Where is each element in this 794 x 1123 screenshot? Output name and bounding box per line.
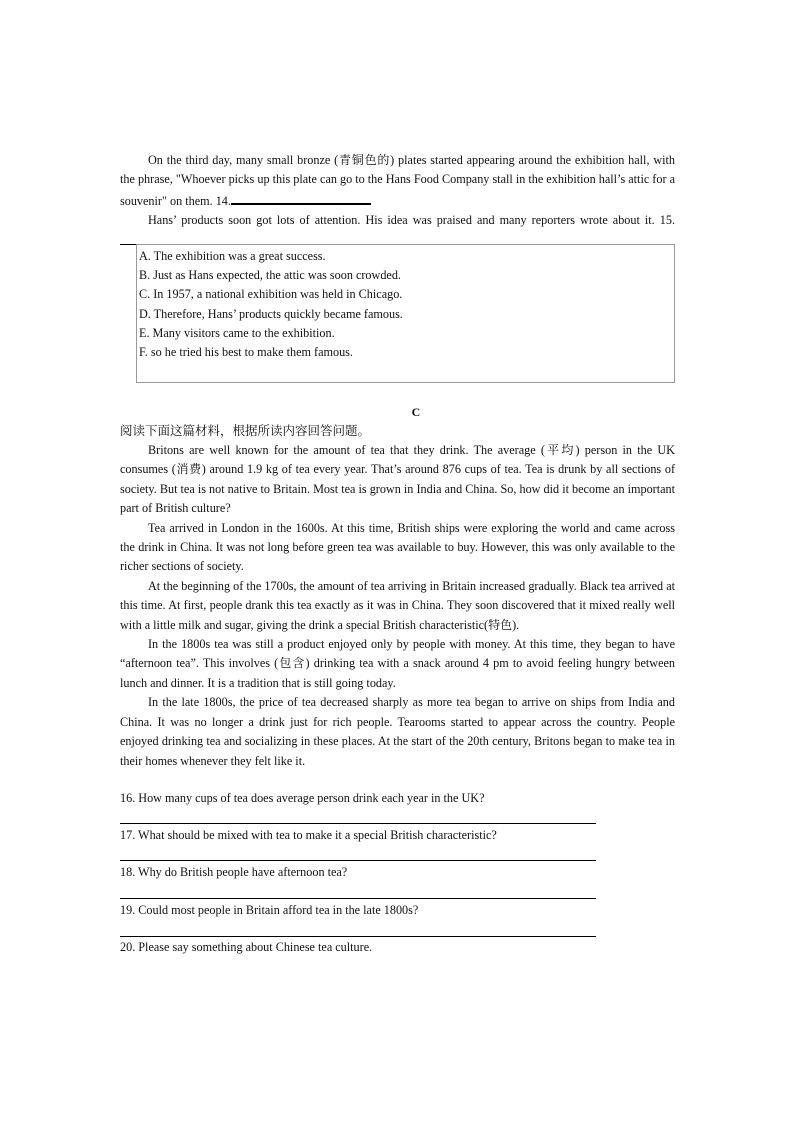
paragraph-tea-2: Tea arrived in London in the 1600s. At this time, British ships were exploring the world and came across the drink in China. It was not long before green tea was available to buy. However, this was only available to the richer sections of society. (120, 520, 675, 574)
answer-line-19[interactable] (120, 936, 596, 937)
options-box (136, 244, 675, 383)
paragraph-tea-5: In the late 1800s, the price of tea decreased sharply as more tea began to arrive on ships from India and China. It was no longer a drink just for rich people. Tearooms started to appear across the country. People enjoyed drinking tea and socializing in these places. At the start of the 20th century, Britons began to make tea in their homes whenever they felt like it. (120, 695, 675, 768)
option-e: E. Many visitors came to the exhibition. (139, 325, 335, 340)
option-d: D. Therefore, Hans’ products quickly became famous. (139, 306, 403, 321)
passage-tea (120, 441, 675, 771)
passage-b-continuation (120, 151, 675, 251)
paragraph-attention: Hans’ products soon got lots of attention. His idea was praised and many reporters wrote about it. 15. (120, 211, 675, 251)
answer-line-16[interactable] (120, 823, 596, 824)
option-f: F. so he tried his best to make them famous. (139, 345, 353, 360)
section-instruction: 阅读下面这篇材料，根据所读内容回答问题。 (120, 423, 371, 438)
option-a: A. The exhibition was a great success. (139, 249, 326, 263)
answer-line-17[interactable] (120, 860, 596, 861)
paragraph-bronze-plates: On the third day, many small bronze (青铜色的) plates started appearing around the exhibition hall, with the phrase, "Whoever picks up this plate can go to the Hans Food Company stall in the exhibition hall’s attic for a souvenir" on them. 14. (120, 153, 675, 208)
paragraph-tea-4: In the 1800s tea was still a product enjoyed only by people with money. At this time, they began to have “afternoon tea”. This involves (包含) drinking tea with a snack around 4 pm to avoid feeling hungry between lunch and dinner. It is a tradition that is still going today. (120, 637, 675, 690)
question-17: 17. What should be mixed with tea to make it a special British characteristic? (120, 828, 497, 842)
question-16: 16. How many cups of tea does average person drink each year in the UK? (120, 791, 485, 805)
question-19: 19. Could most people in Britain afford tea in the late 1800s? (120, 903, 419, 917)
paragraph-tea-1: Britons are well known for the amount of tea that they drink. The average (平均) person in the UK consumes (消费) around 1.9 kg of tea every year. That’s around 876 cups of tea. Tea is drunk by all sections of society. But tea is not native to Britain. Most tea is grown in India and China. So, how did it become an important part of British culture? (120, 443, 675, 516)
paragraph-tea-3: At the beginning of the 1700s, the amount of tea arriving in Britain increased gradually. Black tea arrived at this time. At first, people drank this tea exactly as it was in China. They soon discovered that it mixed really well with a little milk and sugar, giving the drink a special British characteristic(特色). (120, 578, 675, 632)
option-c: C. In 1957, a national exhibition was held in Chicago. (139, 287, 403, 302)
answer-blank-14[interactable] (231, 190, 371, 205)
question-18: 18. Why do British people have afternoon tea? (120, 865, 348, 879)
option-b: B. Just as Hans expected, the attic was soon crowded. (139, 268, 401, 283)
answer-line-18[interactable] (120, 898, 596, 899)
question-20: 20. Please say something about Chinese tea culture. (120, 940, 373, 954)
section-heading-c: C (411, 405, 421, 419)
answer-blank-15[interactable] (120, 231, 260, 245)
